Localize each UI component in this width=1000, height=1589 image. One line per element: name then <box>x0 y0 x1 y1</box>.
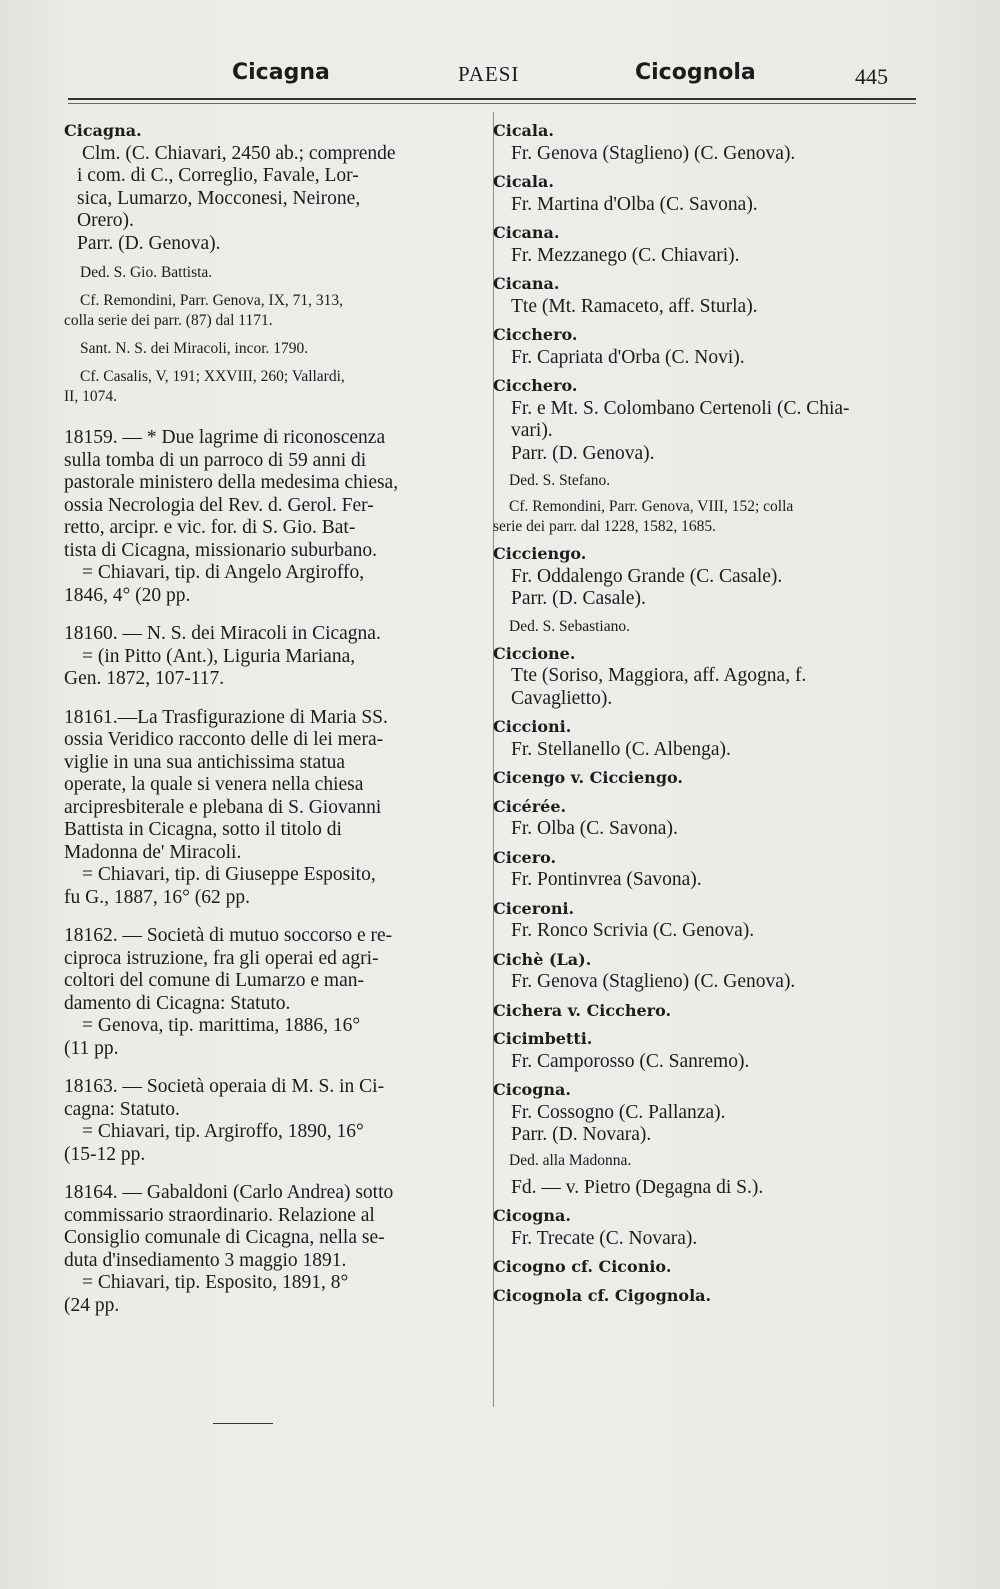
entry-title: Cichè (La). <box>493 949 592 969</box>
page-number: 445 <box>855 64 888 89</box>
entry-note: Ded. S. Gio. Battista. <box>80 264 213 281</box>
gazetteer-entry <box>493 847 913 892</box>
bib-line: 18164. — Gabaldoni (Carlo Andrea) sotto <box>64 1182 394 1203</box>
bib-line: cagna: Statuto. <box>64 1098 180 1120</box>
bibliography-item <box>64 707 476 910</box>
entry-line: sica, Lumarzo, Mocconesi, Neirone, <box>77 187 361 209</box>
entry-title: Cicimbetti. <box>493 1029 593 1048</box>
gazetteer-entry <box>493 796 913 841</box>
bibliography-item <box>64 1076 476 1166</box>
entry-note: II, 1074. <box>64 388 117 405</box>
gazetteer-entry <box>493 120 913 165</box>
entry-title: Cicana. <box>493 274 560 293</box>
header-left-word: Cicagna <box>232 60 330 85</box>
bib-line: 18163. — Società operaia di M. S. in Ci- <box>64 1076 385 1097</box>
entry-title: Cicchero. <box>493 376 578 395</box>
entry-title: Cicchero. <box>493 325 578 344</box>
gazetteer-entry <box>493 1256 913 1279</box>
entry-line: Tte (Mt. Ramaceto, aff. Sturla). <box>511 295 758 317</box>
entry-note: serie dei parr. dal 1228, 1582, 1685. <box>493 518 716 535</box>
bib-line: ossia Veridico racconto delle di lei mera- <box>64 729 384 750</box>
bib-line: duta d'insediamento 3 maggio 1891. <box>64 1249 347 1271</box>
entry-title: Ciccioni. <box>493 717 572 736</box>
bibliography-item <box>64 623 476 691</box>
bib-line: viglie in una sua antichissima statua <box>64 751 346 773</box>
entry-line: Parr. (D. Genova). <box>511 442 655 464</box>
bibliography-item <box>64 427 476 607</box>
entry-title: Cicagna. <box>64 121 142 140</box>
entry-title: Ciccione. <box>493 643 576 663</box>
bib-line: pastorale ministero della medesima chiesa, <box>64 472 399 493</box>
header-right-word: Cicognola <box>635 60 756 85</box>
bib-line: = Genova, tip. marittima, 1886, 16° <box>82 1015 361 1036</box>
bib-line: commissario straordinario. Relazione al <box>64 1204 375 1226</box>
bib-line: 18162. — Società di mutuo soccorso e re- <box>64 925 393 946</box>
bib-line: damento di Cicagna: Statuto. <box>64 992 291 1014</box>
gazetteer-entry <box>493 1079 913 1199</box>
entry-title: Cicala. <box>493 121 554 140</box>
entry-line: Parr. (D. Novara). <box>511 1124 652 1145</box>
header-section-title: PAESI <box>458 62 520 86</box>
entry-line: Fr. Stellanello (C. Albenga). <box>511 738 731 760</box>
entry-line: Fr. Camporosso (C. Sanremo). <box>511 1050 750 1072</box>
entry-line: Fr. Cossogno (C. Pallanza). <box>511 1101 726 1123</box>
entry-title: Cicengo v. Cicciengo. <box>493 768 683 787</box>
entry-line: Fr. Pontinvrea (Savona). <box>511 869 702 890</box>
gazetteer-entry <box>493 273 913 318</box>
entry-line: Clm. (C. Chiavari, 2450 ab.; comprende <box>82 142 396 164</box>
gazetteer-entry <box>493 643 913 711</box>
bib-line: fu G., 1887, 16° (62 pp. <box>64 886 250 908</box>
gazetteer-entry <box>493 767 913 790</box>
bib-line: retto, arcipr. e vic. for. di S. Gio. Bat- <box>64 517 356 538</box>
gazetteer-entry <box>493 1205 913 1250</box>
entry-line: Fr. Genova (Staglieno) (C. Genova). <box>511 971 796 992</box>
gazetteer-entry <box>493 898 913 943</box>
bib-line: Gen. 1872, 107-117. <box>64 668 225 689</box>
entry-line: Fd. — v. Pietro (Degagna di S.). <box>511 1176 764 1198</box>
entry-line: i com. di C., Correglio, Favale, Lor- <box>77 165 359 186</box>
gazetteer-entry <box>493 1285 913 1308</box>
left-column <box>64 120 476 1317</box>
bib-line: = (in Pitto (Ant.), Liguria Mariana, <box>82 645 356 667</box>
bib-line: = Chiavari, tip. Argiroffo, 1890, 16° <box>82 1121 364 1142</box>
entry-line: Parr. (D. Casale). <box>511 588 646 609</box>
entry-title: Cicogno cf. Ciconio. <box>493 1257 672 1276</box>
bib-line: 18159. — * Due lagrime di riconoscenza <box>64 427 386 448</box>
bib-line: = Chiavari, tip. di Giuseppe Esposito, <box>82 864 376 885</box>
bib-line: Battista in Cicagna, sotto il titolo di <box>64 819 342 840</box>
entry-line: Tte (Soriso, Maggiora, aff. Agogna, f. <box>511 665 807 686</box>
entry-title: Ciceroni. <box>493 898 575 918</box>
gazetteer-entry <box>493 324 913 369</box>
entry-note: Ded. S. Sebastiano. <box>509 617 630 635</box>
bib-line: arcipresbiterale e plebana di S. Giovanni <box>64 796 382 818</box>
entry-line: Fr. Genova (Staglieno) (C. Genova). <box>511 142 796 164</box>
bib-line: = Chiavari, tip. di Angelo Argiroffo, <box>82 562 365 583</box>
bib-line: Madonna de' Miracoli. <box>64 841 242 863</box>
gazetteer-entry <box>493 171 913 216</box>
header-rule-thin <box>68 103 916 104</box>
bib-line: ossia Necrologia del Rev. d. Gerol. Fer- <box>64 494 374 516</box>
bib-line: (15-12 pp. <box>64 1143 146 1165</box>
bib-line: 1846, 4° (20 pp. <box>64 584 191 606</box>
entry-line: Fr. e Mt. S. Colombano Certenoli (C. Chia- <box>511 397 850 419</box>
entry-line: Fr. Martina d'Olba (C. Savona). <box>511 193 758 215</box>
bib-line: ciproca istruzione, fra gli operai ed agri- <box>64 947 379 969</box>
entry-line: Parr. (D. Genova). <box>77 232 221 254</box>
entry-note: colla serie dei parr. (87) dal 1171. <box>64 312 273 329</box>
entry-line: Fr. Trecate (C. Novara). <box>511 1227 698 1249</box>
entry-title: Cicala. <box>493 172 554 191</box>
entry-note: Ded. alla Madonna. <box>509 1151 632 1169</box>
gazetteer-entry <box>493 1000 913 1023</box>
gazetteer-entry <box>64 120 476 407</box>
entry-note: Ded. S. Stefano. <box>509 472 611 489</box>
bib-line: 18160. — N. S. dei Miracoli in Cicagna. <box>64 623 381 644</box>
entry-line: Fr. Mezzanego (C. Chiavari). <box>511 244 740 266</box>
entry-title: Cicérée. <box>493 796 567 816</box>
entry-line: Cavaglietto). <box>511 687 613 709</box>
bib-line: (24 pp. <box>64 1294 120 1316</box>
bib-line: operate, la quale si venera nella chiesa <box>64 774 364 795</box>
bib-line: (11 pp. <box>64 1037 119 1059</box>
gazetteer-entry <box>493 222 913 267</box>
entry-line: Orero). <box>77 210 134 231</box>
entry-note: Cf. Remondini, Parr. Genova, VIII, 152; colla <box>509 498 794 515</box>
end-rule <box>213 1423 273 1424</box>
bib-line: sulla tomba di un parroco di 59 anni di <box>64 449 367 471</box>
entry-line: Fr. Oddalengo Grande (C. Casale). <box>511 565 783 587</box>
entry-title: Cichera v. Cicchero. <box>493 1000 672 1020</box>
bib-line: Consiglio comunale di Cicagna, nella se- <box>64 1227 385 1248</box>
entry-note: Sant. N. S. dei Miracoli, incor. 1790. <box>80 340 309 357</box>
entry-title: Cicciengo. <box>493 544 587 563</box>
bibliography-item <box>64 1182 476 1317</box>
gazetteer-entry <box>493 543 913 637</box>
entry-title: Cicognola cf. Cigognola. <box>493 1285 712 1305</box>
entry-title: Cicogna. <box>493 1206 571 1225</box>
gazetteer-entry <box>493 375 913 537</box>
page-header <box>60 58 915 98</box>
entry-line: Fr. Capriata d'Orba (C. Novi). <box>511 346 745 368</box>
gazetteer-entry <box>493 716 913 761</box>
bibliography-item <box>64 925 476 1060</box>
bib-line: tista di Cicagna, missionario suburbano. <box>64 539 378 561</box>
header-rule <box>68 98 916 100</box>
gazetteer-entry <box>493 949 913 994</box>
bib-line: = Chiavari, tip. Esposito, 1891, 8° <box>82 1272 349 1293</box>
entry-note: Cf. Casalis, V, 191; XXVIII, 260; Vallardi, <box>80 368 345 385</box>
entry-line: vari). <box>511 420 553 441</box>
gazetteer-entry <box>493 1028 913 1073</box>
bib-line: coltori del comune di Lumarzo e man- <box>64 970 364 991</box>
entry-note: Cf. Remondini, Parr. Genova, IX, 71, 313, <box>80 292 344 309</box>
entry-title: Cicogna. <box>493 1080 571 1099</box>
right-column <box>493 120 913 1313</box>
entry-title: Cicana. <box>493 223 560 242</box>
entry-title: Cicero. <box>493 847 557 867</box>
entry-line: Fr. Ronco Scrivia (C. Genova). <box>511 920 755 941</box>
bib-line: 18161.—La Trasfigurazione di Maria SS. <box>64 706 388 728</box>
entry-line: Fr. Olba (C. Savona). <box>511 818 678 839</box>
